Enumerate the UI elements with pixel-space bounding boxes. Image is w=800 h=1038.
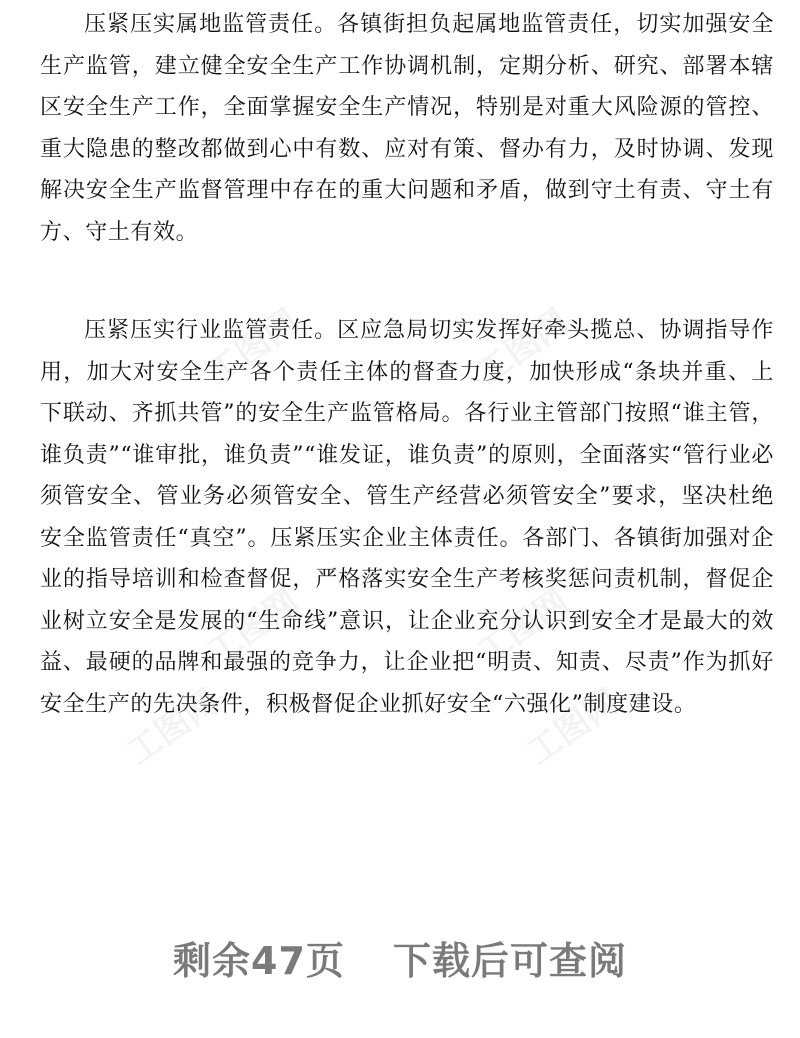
watermark: 工图网 bbox=[519, 681, 627, 774]
remaining-pages-label[interactable]: 剩余47页 bbox=[173, 939, 345, 983]
paragraph-industry-supervision: 压紧压实行业监管责任。区应急局切实发挥好牵头揽总、协调指导作用，加大对安全生产各个责任主体的督查力度，加快形成“条块并重、上下联动、齐抓共管”的安全生产监管格局。各行业主管部门按照“谁主管，谁负责”“谁审批，谁负责”“谁发证，谁负责”的原则，全面落实“管行业必须管安全、管业务必须管安全、管生产经营必须管安全”要求，坚决杜绝安全监管责任“真空”。压紧压实企业主体责任。各部门、各镇街加强对企业的指导培训和检查督促，严格落实安全生产考核奖惩问责机制，督促企业树立安全是发展的“生命线”意识，让企业充分认识到安全才是最大的效益、最硬的品牌和最强的竞争力，让企业把“明责、知责、尽责”作为抓好安全生产的先决条件，积极督促企业抓好安全“六强化”制度建设。 bbox=[40, 318, 774, 717]
download-hint-label[interactable]: 下载后可查阅 bbox=[392, 939, 627, 983]
watermark: 工图网 bbox=[469, 581, 577, 674]
download-banner[interactable] bbox=[0, 930, 800, 985]
paragraph-territorial-supervision: 压紧压实属地监管责任。各镇街担负起属地监管责任，切实加强安全生产监管，建立健全安全生产工作协调机制，定期分析、研究、部署本辖区安全生产工作，全面掌握安全生产情况，特别是对重大风险源的管控、重大隐患的整改都做到心中有数、应对有策、督办有力，及时协调、发现解决安全生产监督管理中存在的重大问题和矛盾，做到守土有责、守土有方、守土有效。 bbox=[40, 12, 774, 245]
watermark: 工图网 bbox=[199, 301, 307, 394]
watermark: 工图网 bbox=[119, 681, 227, 774]
watermark: 工图网 bbox=[469, 301, 577, 394]
watermark: 工图网 bbox=[199, 581, 307, 674]
